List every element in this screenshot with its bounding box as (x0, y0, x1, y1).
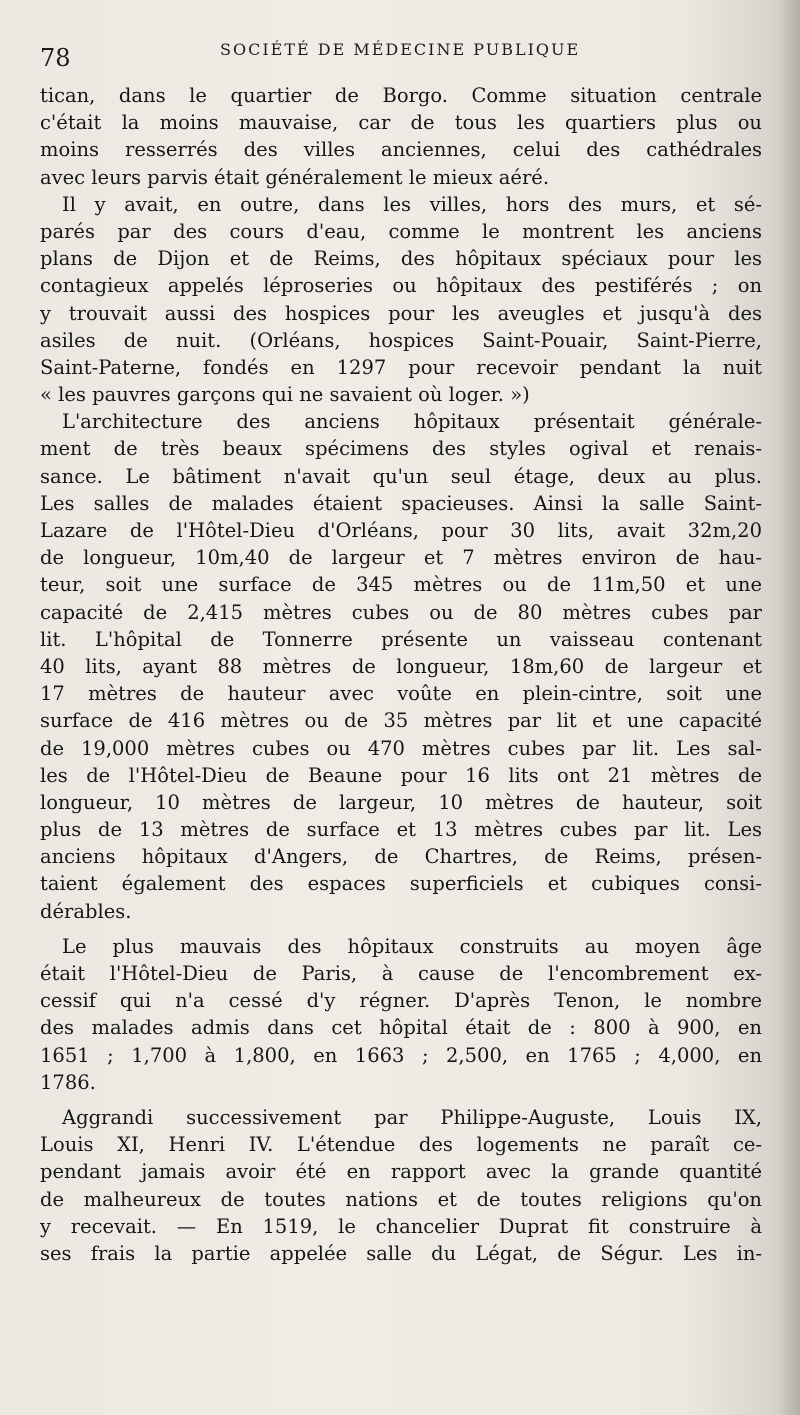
text-line: surface de 416 mètres ou de 35 mètres par lit et une capacité (40, 709, 762, 733)
text-line: anciens hôpitaux d'Angers, de Chartres, de Reims, présen- (40, 845, 762, 869)
text-line: Aggrandi successivement par Philippe-Auguste, Louis IX, (62, 1105, 762, 1129)
text-line: « les pauvres garçons qui ne savaient où loger. ») (40, 383, 530, 407)
text-line: 1786. (40, 1070, 96, 1094)
text-line: cessif qui n'a cessé d'y régner. D'après Tenon, le nombre (40, 989, 762, 1013)
text-line: lit. L'hôpital de Tonnerre présente un vaisseau contenant (40, 627, 762, 651)
text-line: moins resserrés des villes anciennes, celui des cathédrales (40, 138, 762, 162)
page-edge-shadow (778, 0, 800, 1415)
page-header (40, 40, 760, 76)
text-line: de longueur, 10m,40 de largeur et 7 mètres environ de hau- (40, 546, 762, 570)
text-line: Les salles de malades étaient spacieuses. Ainsi la salle Saint- (40, 491, 762, 515)
body-text (40, 82, 762, 1267)
text-line: longueur, 10 mètres de largeur, 10 mètres de hauteur, soit (40, 790, 762, 814)
text-line: des malades admis dans cet hôpital était de : 800 à 900, en (40, 1016, 762, 1040)
text-line: y recevait. — En 1519, le chancelier Duprat fit construire à (40, 1214, 762, 1238)
text-line: les de l'Hôtel-Dieu de Beaune pour 16 lits ont 21 mètres de (40, 763, 762, 787)
text-line: de malheureux de toutes nations et de toutes religions qu'on (40, 1187, 762, 1211)
running-head: SOCIÉTÉ DE MÉDECINE PUBLIQUE (220, 40, 581, 59)
page-number: 78 (40, 44, 71, 72)
text-line: sance. Le bâtiment n'avait qu'un seul étage, deux au plus. (40, 464, 762, 488)
text-line: asiles de nuit. (Orléans, hospices Saint-Pouair, Saint-Pierre, (40, 328, 762, 352)
text-line: ment de très beaux spécimens des styles ogival et renais- (40, 437, 762, 461)
text-line: taient également des espaces superficiels et cubiques consi- (40, 872, 762, 896)
text-line: capacité de 2,415 mètres cubes ou de 80 mètres cubes par (40, 600, 762, 624)
text-line: ses frais la partie appelée salle du Légat, de Ségur. Les in- (40, 1241, 762, 1265)
text-line: contagieux appelés léproseries ou hôpitaux des pestiférés ; on (40, 274, 762, 298)
text-line: y trouvait aussi des hospices pour les aveugles et jusqu'à des (40, 301, 762, 325)
text-line: pendant jamais avoir été en rapport avec la grande quantité (40, 1160, 762, 1184)
text-line: 17 mètres de hauteur avec voûte en plein-cintre, soit une (40, 682, 762, 706)
text-line: L'architecture des anciens hôpitaux présentait générale- (62, 410, 762, 434)
text-line: avec leurs parvis était généralement le mieux aéré. (40, 165, 550, 189)
text-line: 1651 ; 1,700 à 1,800, en 1663 ; 2,500, en 1765 ; 4,000, en (40, 1043, 762, 1067)
text-line: c'était la moins mauvaise, car de tous les quartiers plus ou (40, 111, 762, 135)
text-line: était l'Hôtel-Dieu de Paris, à cause de l'encombrement ex- (40, 962, 762, 985)
text-line: Louis XI, Henri IV. L'étendue des logements ne paraît ce- (40, 1133, 762, 1157)
text-line: parés par des cours d'eau, comme le montrent les anciens (40, 219, 762, 243)
text-line: plus de 13 mètres de surface et 13 mètres cubes par lit. Les (40, 818, 762, 842)
text-line: 40 lits, ayant 88 mètres de longueur, 18m,60 de largeur et (40, 654, 762, 678)
text-line: de 19,000 mètres cubes ou 470 mètres cubes par lit. Les sal- (40, 736, 762, 760)
text-line: Lazare de l'Hôtel-Dieu d'Orléans, pour 30 lits, avait 32m,20 (40, 519, 762, 542)
text-line: dérables. (40, 899, 132, 923)
text-line: tican, dans le quartier de Borgo. Comme situation centrale (40, 84, 762, 107)
text-line: Saint-Paterne, fondés en 1297 pour recevoir pendant la nuit (40, 355, 762, 379)
text-line: plans de Dijon et de Reims, des hôpitaux spéciaux pour les (40, 247, 762, 271)
text-line: teur, soit une surface de 345 mètres ou de 11m,50 et une (40, 573, 762, 597)
text-line: Le plus mauvais des hôpitaux construits au moyen âge (62, 934, 762, 958)
text-line: Il y avait, en outre, dans les villes, hors des murs, et sé- (62, 192, 762, 216)
